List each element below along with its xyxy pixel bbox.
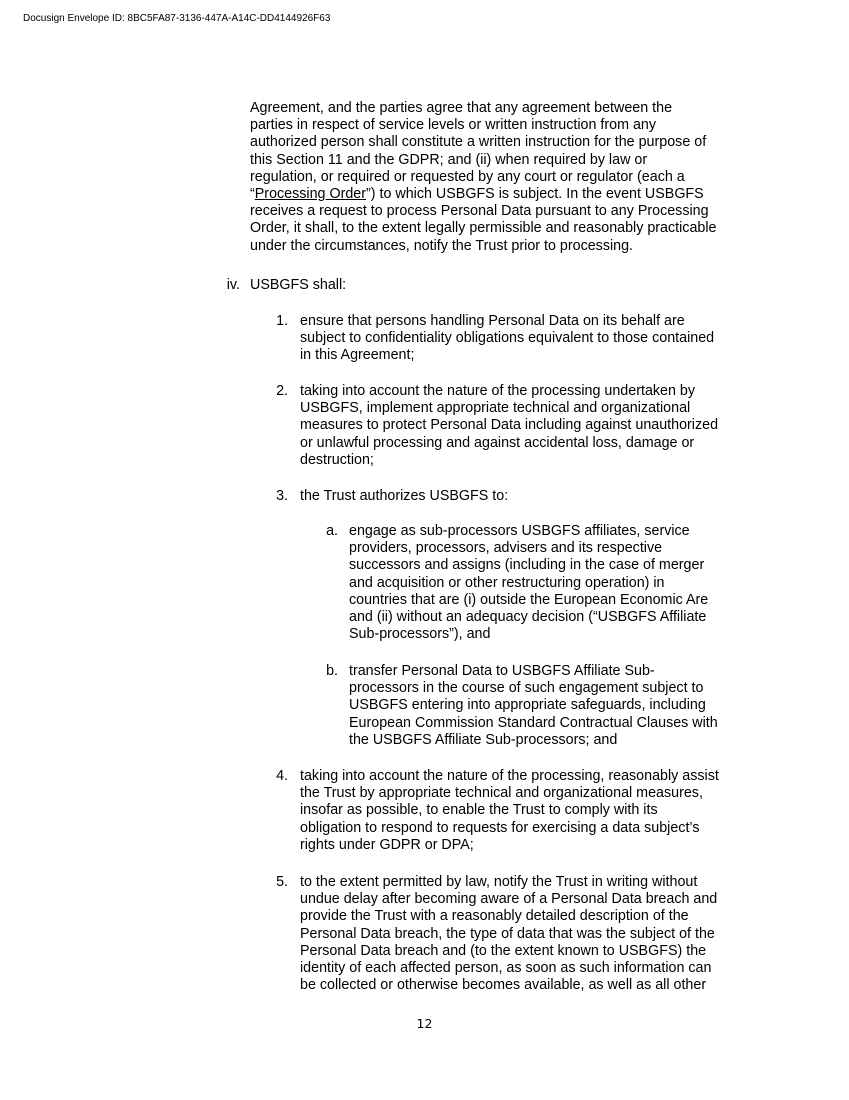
envelope-id: Docusign Envelope ID: 8BC5FA87-3136-447A-A14C-DD4144926F63	[23, 13, 331, 24]
defined-term-processing-order: Processing Order	[254, 186, 367, 203]
item-2-marker: 2.	[276, 383, 288, 399]
intro-text-after: ”) to which USBGFS is subject. In the event USBGFS receives a request to process Personal Data pursuant to any Processing Order, it shall, to the extent legally permissible and reasonably practicable under the circumstances, notify the Trust prior to processing.	[250, 186, 717, 254]
item-1-marker: 1.	[276, 313, 288, 329]
item-5-marker: 5.	[276, 874, 288, 890]
intro-text-before: Agreement, and the parties agree that any agreement between the parties in respect of service levels or written instruction from any authorized person shall constitute a written instruction for the purpose of this Section 11 and the GDPR; and (ii) when required by law or regulation, or required or requested by any court or regulator (each a “	[250, 100, 707, 203]
intro-paragraph	[250, 100, 770, 255]
item-5-text: to the extent permitted by law, notify the Trust in writing without undue delay after becoming aware of a Personal Data breach and provide the Trust with a reasonably detailed description of the Personal Data breach, the type of data that was the subject of the Personal Data breach and (to the extent known to USBGFS) the identity of each affected person, as soon as such information can be collected or otherwise becomes available, as well as all other	[300, 874, 718, 994]
section-iv-heading: USBGFS shall:	[250, 277, 347, 293]
item-3-text: the Trust authorizes USBGFS to:	[300, 488, 509, 504]
item-1-text: ensure that persons handling Personal Data on its behalf are subject to confidentiality obligations equivalent to those contained in this Agreement;	[300, 313, 715, 364]
subitem-a-text: engage as sub-processors USBGFS affiliates, service providers, processors, advisers and its respective successors and assigns (including in the case of merger and acquisition or other restructuring operation) in countries that are (i) outside the European Economic Are and (ii) without an adequacy decision (“USBGFS Affiliate Sub-processors”), and	[349, 523, 709, 643]
item-3-marker: 3.	[276, 488, 288, 504]
section-iv-marker: iv.	[226, 277, 240, 293]
page-number: 12	[416, 1016, 433, 1031]
subitem-a-marker: a.	[326, 523, 338, 539]
item-4-text: taking into account the nature of the processing, reasonably assist the Trust by appropriate technical and organizational measures, insofar as possible, to enable the Trust to comply with its obligation to respond to requests for exercising a data subject’s rights under GDPR or DPA;	[300, 768, 719, 853]
item-4-marker: 4.	[276, 768, 288, 784]
item-2-text: taking into account the nature of the processing undertaken by USBGFS, implement appropriate technical and organizational measures to protect Personal Data including against unauthorized or unlawful processing and against accidental loss, damage or destruction;	[300, 383, 719, 468]
subitem-b-text: transfer Personal Data to USBGFS Affiliate Sub- processors in the course of such engagement subject to USBGFS entering into appropriate safeguards, including European Commission Standard Contractual Clauses with the USBGFS Affiliate Sub-processors; and	[349, 663, 718, 748]
subitem-b-marker: b.	[326, 663, 338, 679]
